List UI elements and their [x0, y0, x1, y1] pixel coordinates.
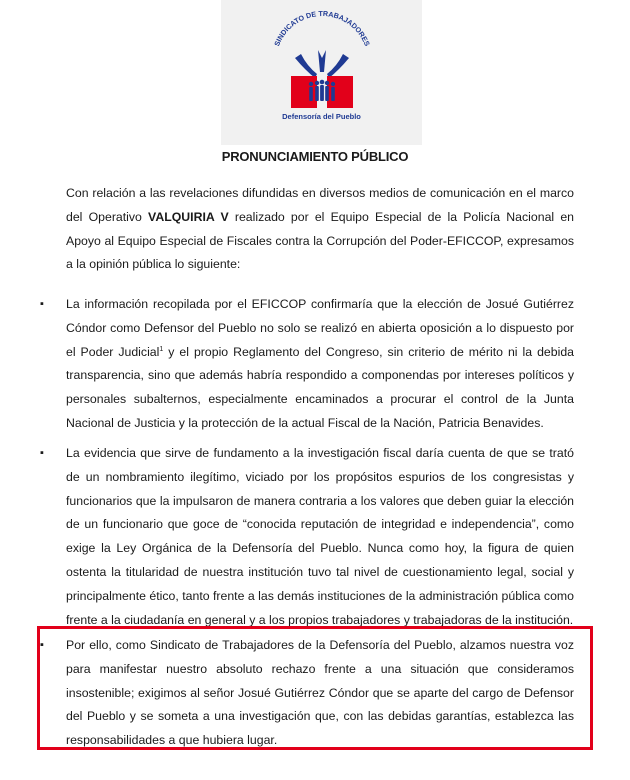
bullet-paragraph-2: La evidencia que sirve de fundamento a la investigación fiscal daría cuenta de que se trató de un nombramiento ilegítimo, viciado por los propósitos espurios de los congresistas y funcionarios que la impulsaron de manera contraria a los valores que deben guiar la elección de un funcionario que goce de “conocida reputación de integridad e independencia”, como exige la Ley Orgánica de la Defensoría del Pueblo. Nunca como hoy, la figura de quien ostenta la titularidad de nuestra institución tuvo tal nivel de cuestionamiento legal, social y principalmente ético, tanto frente a las demás instituciones de la administración pública como frente a la ciudadanía en general y a los propios trabajadores y trabajadoras de la institución.	[66, 446, 574, 627]
union-logo-graphic	[221, 0, 422, 145]
logo-red-right	[327, 76, 353, 108]
logo-red-left	[291, 76, 317, 108]
bullet-marker: ▪	[40, 447, 44, 459]
intro-paragraph: Con relación a las revelaciones difundidas en diversos medios de comunicación en el marco del Operativo VALQUIRIA V realizado por el Equipo Especial de la Policía Nacional en Apoyo al Equipo Especial de Fiscales contra la Corrupción del Poder-EFICCOP, expresamos a la opinión pública lo siguiente:	[66, 186, 574, 272]
logo-caption: Defensoría del Pueblo	[282, 112, 361, 121]
bullet-marker: ▪	[40, 639, 44, 651]
people-icon	[309, 80, 335, 101]
operation-name: VALQUIRIA V	[148, 209, 229, 224]
bullet-paragraph-3: Por ello, como Sindicato de Trabajadores de la Defensoría del Pueblo, alzamos nuestra voz para manifestar nuestro absoluto rechazo frente a una situación que consideramos insostenible; exigimos al señor Josué Gutiérrez Cóndor que se aparte del cargo de Defensor del Pueblo y se someta a una investigación que, con las debidas garantías, establezca las responsabilidades a que hubiera lugar.	[66, 638, 574, 748]
logo-arc-text: SINDICATO DE TRABAJADORES	[272, 8, 372, 48]
page-title: PRONUNCIAMIENTO PÚBLICO	[221, 149, 409, 164]
footnote-ref[interactable]: 1	[159, 345, 164, 353]
union-logo	[221, 0, 422, 145]
bullet-paragraph-1: La información recopilada por el EFICCOP confirmaría que la elección de Josué Gutiérrez Cóndor como Defensor del Pueblo no solo se realizó en abierta oposición a lo dispuesto por el Poder Judicial$^1$ y el propio Reglamento del Congreso, sin criterio de mérito ni la debida transparencia, sino que además habría respondido a componendas por intereses políticos y personales subalternos, especialmente encaminados a procurar el control de la Junta Nacional de Justicia y la protección de la actual Fiscal de la Nación, Patricia Benavides.	[66, 297, 574, 430]
bullet-marker: ▪	[40, 298, 44, 310]
